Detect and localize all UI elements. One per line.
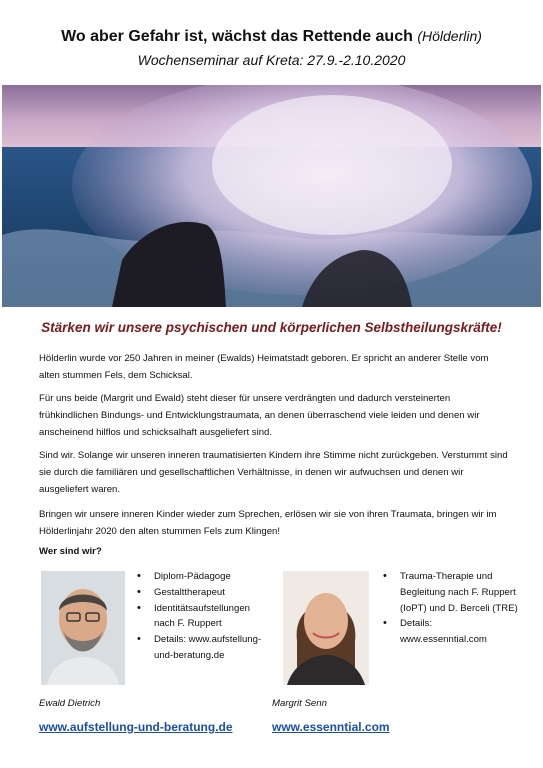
- paragraph-1: Hölderlin wurde vor 250 Jahren in meiner (Ewalds) Heimatstadt geboren. Er spricht an anderer Stelle vom alten stummen Fels, dem Schicksal.: [39, 353, 489, 381]
- margrit-bullet-2: • Details: www.essenntial.com: [380, 616, 520, 648]
- tagline: Stärken wir unsere psychischen und körperlichen Selbstheilungskräfte!: [41, 320, 502, 335]
- paragraph-3: Sind wir. Solange wir unseren inneren traumatisierten Kindern ihre Stimme nicht zurückgeben. Verstummt sind sie durch die familiären und gesellschaftlichen Verhältnisse, in denen wir aufwuchsen und denen wir ausgeliefert waren.: [39, 450, 508, 495]
- ewald-bullets: [134, 569, 269, 664]
- ewald-bullet-2: • Gestalttherapeut: [134, 585, 269, 601]
- hero-wave-image: [2, 85, 541, 307]
- link-aufstellung[interactable]: www.aufstellung-und-beratung.de: [39, 720, 233, 734]
- name-ewald: Ewald Dietrich: [39, 698, 101, 709]
- ewald-bullet-4: • Details: www.aufstellung-und-beratung.de: [134, 632, 269, 664]
- who-heading: Wer sind wir?: [39, 546, 102, 557]
- portrait-ewald: [41, 571, 125, 685]
- margrit-bullet-1: • Trauma-Therapie und Begleitung nach F. Ruppert (IoPT) und D. Berceli (TRE): [380, 569, 520, 616]
- ewald-bullet-1: • Diplom-Pädagoge: [134, 569, 269, 585]
- margrit-bullets: [380, 569, 520, 648]
- page-subtitle: Wochenseminar auf Kreta: 27.9.-2.10.2020: [137, 52, 406, 68]
- title-attribution: (Hölderlin): [417, 28, 482, 44]
- hero-spray-core: [212, 95, 452, 235]
- name-margrit: Margrit Senn: [272, 698, 327, 709]
- title-text: Wo aber Gefahr ist, wächst das Rettende auch: [61, 28, 413, 45]
- page-title: [0, 28, 543, 46]
- link-essenntial[interactable]: www.essenntial.com: [272, 720, 390, 734]
- paragraph-2: Für uns beide (Margrit und Ewald) steht dieser für unsere verdrängten und dadurch versteinerten frühkindlichen Bindungs- und Entwicklungstraumata, an denen überraschend viele leiden und denen wir anscheinend hilflos und schicksalhaft ausgeliefert sind.: [39, 393, 480, 438]
- ewald-bullet-3: • Identitätsaufstellungen nach F. Ruppert: [134, 601, 269, 633]
- paragraph-4: Bringen wir unsere inneren Kinder wieder zum Sprechen, erlösen wir sie von ihren Traumata, bringen wir im Hölderlinjahr 2020 den alten stummen Fels zum Klingen!: [39, 509, 497, 537]
- portrait-margrit: [283, 571, 369, 685]
